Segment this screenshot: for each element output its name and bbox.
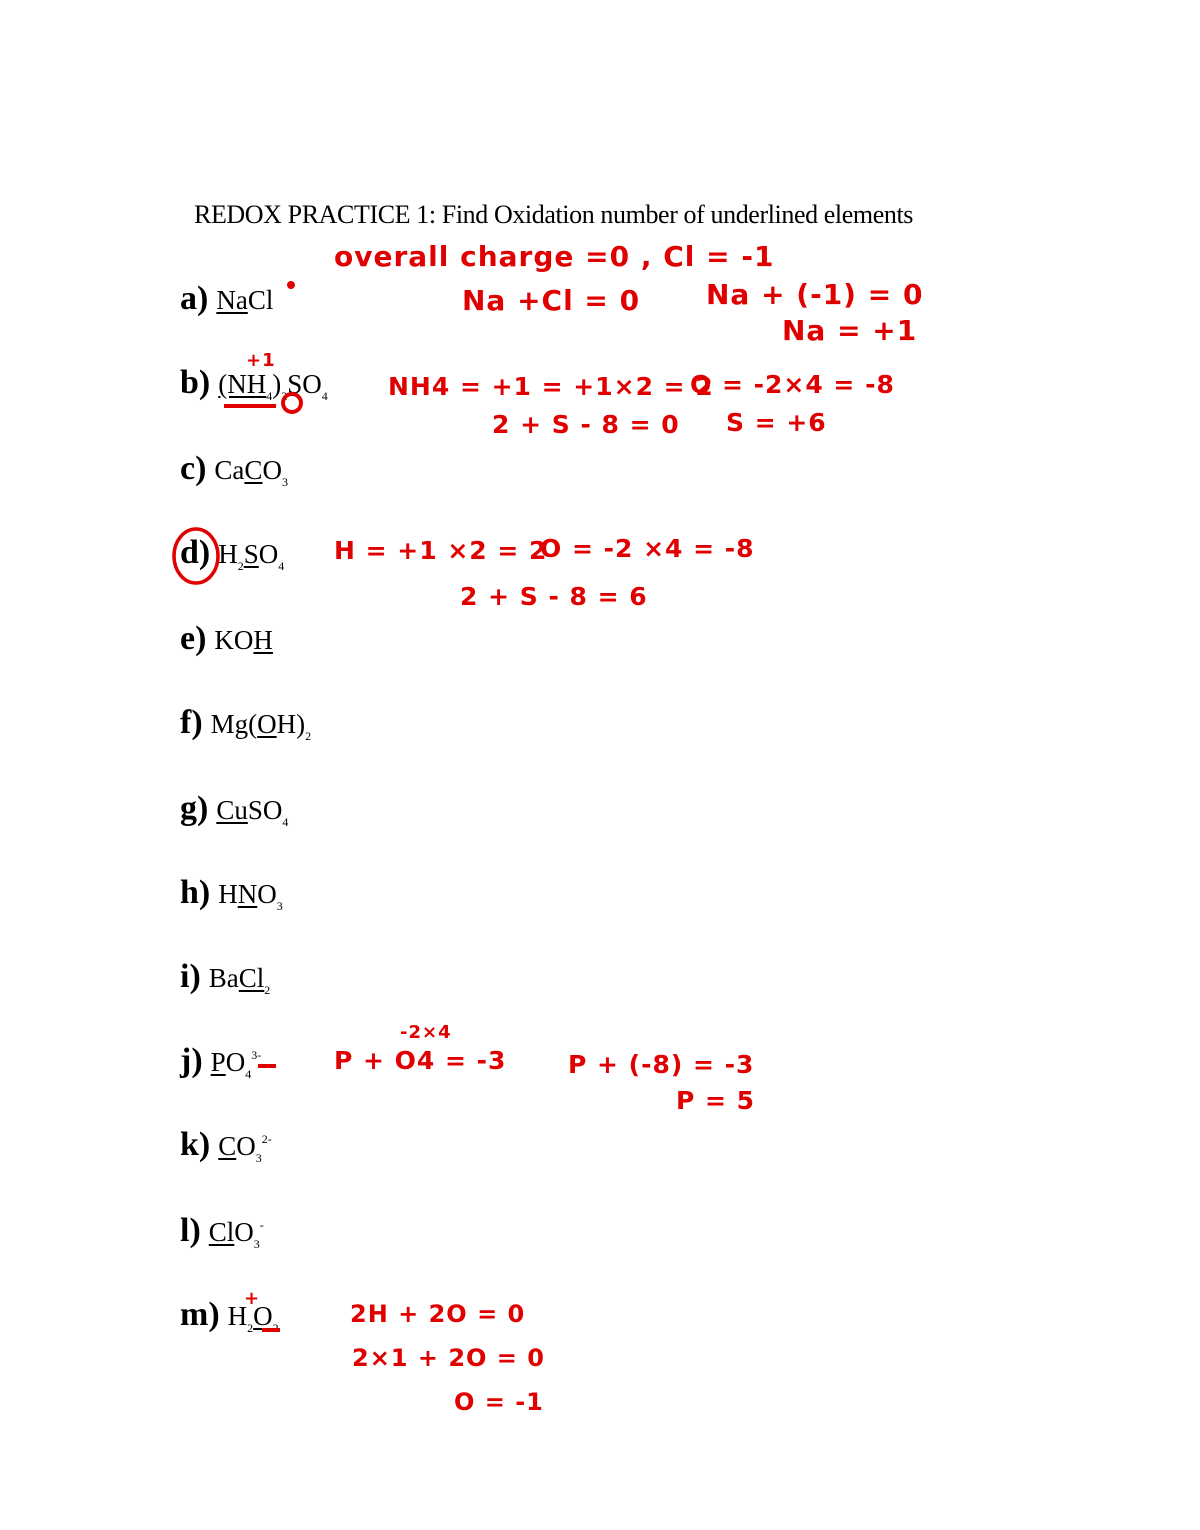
annotation-m-equation: 2H + 2O = 0 [350, 1300, 526, 1328]
annotation-b-charge: +1 [246, 350, 276, 371]
annotation-a-substitute: Na + (-1) = 0 [706, 278, 924, 311]
problem-item [180, 1212, 264, 1252]
formula-text: H [218, 879, 238, 909]
annotation-j-result: P = 5 [676, 1086, 756, 1115]
problem-letter: m) [180, 1296, 220, 1333]
problem-item [180, 1042, 261, 1082]
problem-letter: i) [180, 958, 201, 995]
chemical-formula [218, 369, 328, 404]
formula-subscript: 2 [281, 389, 288, 403]
chemical-formula [216, 285, 273, 316]
annotation-d-oxygen: O = -2 ×4 = -8 [540, 534, 755, 563]
annotation-b-sum: 2 + S - 8 = 0 [492, 410, 680, 439]
formula-text: O [234, 1217, 254, 1247]
annotation-m-charge: + [244, 1288, 261, 1309]
formula-subscript: 3 [281, 475, 288, 489]
chemical-formula [211, 1047, 262, 1082]
annotation-j-substitute: P + (-8) = -3 [568, 1050, 755, 1079]
chemical-formula [214, 625, 273, 656]
underlined-element: Cl [238, 963, 265, 993]
problem-letter: b) [180, 364, 211, 401]
formula-subscript: 2 [264, 983, 271, 997]
formula-text: Cl [247, 285, 274, 315]
underlined-element: Cl [208, 1217, 235, 1247]
formula-text: Mg( [210, 709, 258, 739]
formula-text: H) [276, 709, 306, 739]
formula-text: O [258, 539, 279, 569]
formula-subscript: 3 [276, 899, 283, 913]
annotation-a-sum: Na +Cl = 0 [462, 284, 641, 317]
problem-item [180, 1296, 279, 1336]
formula-subscript: 4 [321, 389, 328, 403]
formula-subscript: 3 [253, 1237, 260, 1251]
formula-text: O [225, 1047, 246, 1077]
formula-text: SO [287, 369, 322, 399]
problem-letter: e) [180, 620, 207, 657]
chemical-formula [211, 709, 312, 744]
formula-text: O [257, 879, 277, 909]
formula-subscript: 4 [266, 389, 273, 403]
problem-letter: f) [180, 704, 203, 741]
annotation-a-result: Na = +1 [782, 314, 918, 347]
problem-letter: l) [180, 1212, 201, 1249]
chemical-formula [209, 1217, 264, 1252]
formula-subscript: 2 [247, 1321, 254, 1335]
problem-item [180, 790, 288, 830]
problem-item [180, 620, 273, 658]
chemical-formula [218, 879, 283, 914]
chemical-formula [214, 455, 288, 490]
annotation-b-oxygen: O = -2×4 = -8 [690, 370, 895, 399]
formula-text: H [218, 539, 238, 569]
problem-item [180, 1126, 272, 1166]
annotation-j-oxygen-charge: -2×4 [400, 1022, 452, 1043]
underlined-element: (NH [218, 369, 267, 399]
formula-text: O [262, 455, 282, 485]
problem-letter: a) [180, 280, 209, 317]
formula-charge: 3- [251, 1048, 262, 1062]
underlined-element: S [243, 539, 259, 569]
annotation-b-result: S = +6 [726, 408, 827, 437]
problem-item [180, 450, 288, 490]
problem-item [180, 704, 311, 744]
formula-text: SO [247, 795, 283, 825]
annotation-a-overall: overall charge =0 , Cl = -1 [334, 240, 775, 273]
annotation-m-result: O = -1 [454, 1388, 544, 1416]
formula-subscript: 2 [305, 729, 312, 743]
problem-letter: k) [180, 1126, 211, 1163]
page-title: REDOX PRACTICE 1: Find Oxidation number of underlined elements [194, 200, 914, 229]
formula-subscript: 4 [282, 815, 289, 829]
formula-charge: 2- [261, 1132, 272, 1146]
annotation-m-substitute: 2×1 + 2O = 0 [352, 1344, 545, 1372]
ink-dot [287, 281, 295, 289]
chemical-formula [209, 963, 271, 998]
formula-text: H [227, 1301, 248, 1331]
formula-text: Ba [208, 963, 239, 993]
chemical-formula [218, 539, 284, 574]
underlined-element: P [210, 1047, 226, 1077]
underlined-element: N [237, 879, 258, 909]
formula-subscript: 3 [255, 1151, 262, 1165]
chemical-formula [218, 1131, 272, 1166]
problem-item [180, 958, 270, 998]
formula-text: ) [272, 369, 282, 399]
formula-charge: - [259, 1218, 264, 1232]
underlined-element: Na [216, 285, 248, 315]
formula-subscript: 2 [237, 559, 244, 573]
annotation-d-hydrogen: H = +1 ×2 = 2 [334, 536, 548, 565]
problem-letter: d) [180, 534, 211, 571]
formula-subscript: 4 [245, 1067, 252, 1081]
formula-subscript: 2 [272, 1321, 279, 1335]
chemical-formula [216, 795, 288, 830]
underlined-element: C [244, 455, 263, 485]
problem-item [180, 534, 284, 574]
problem-letter: j) [180, 1042, 203, 1079]
underlined-element: O [257, 709, 277, 739]
problem-item [180, 874, 283, 914]
formula-text: O [236, 1131, 256, 1161]
formula-subscript: 4 [278, 559, 285, 573]
formula-text: KO [214, 625, 254, 655]
problem-letter: g) [180, 790, 209, 827]
underlined-element: C [218, 1131, 237, 1161]
annotation-j-equation: P + O4 = -3 [334, 1046, 507, 1075]
underlined-element: Cu [216, 795, 248, 825]
underlined-element: H [253, 625, 273, 655]
problem-letter: c) [180, 450, 207, 487]
annotation-d-sum: 2 + S - 8 = 6 [460, 582, 648, 611]
annotation-b-nh4: NH4 = +1 = +1×2 = 2 [388, 372, 714, 401]
formula-text: Ca [214, 455, 245, 485]
problem-item [180, 280, 273, 318]
problem-letter: h) [180, 874, 211, 911]
underlined-element: O [253, 1301, 273, 1331]
